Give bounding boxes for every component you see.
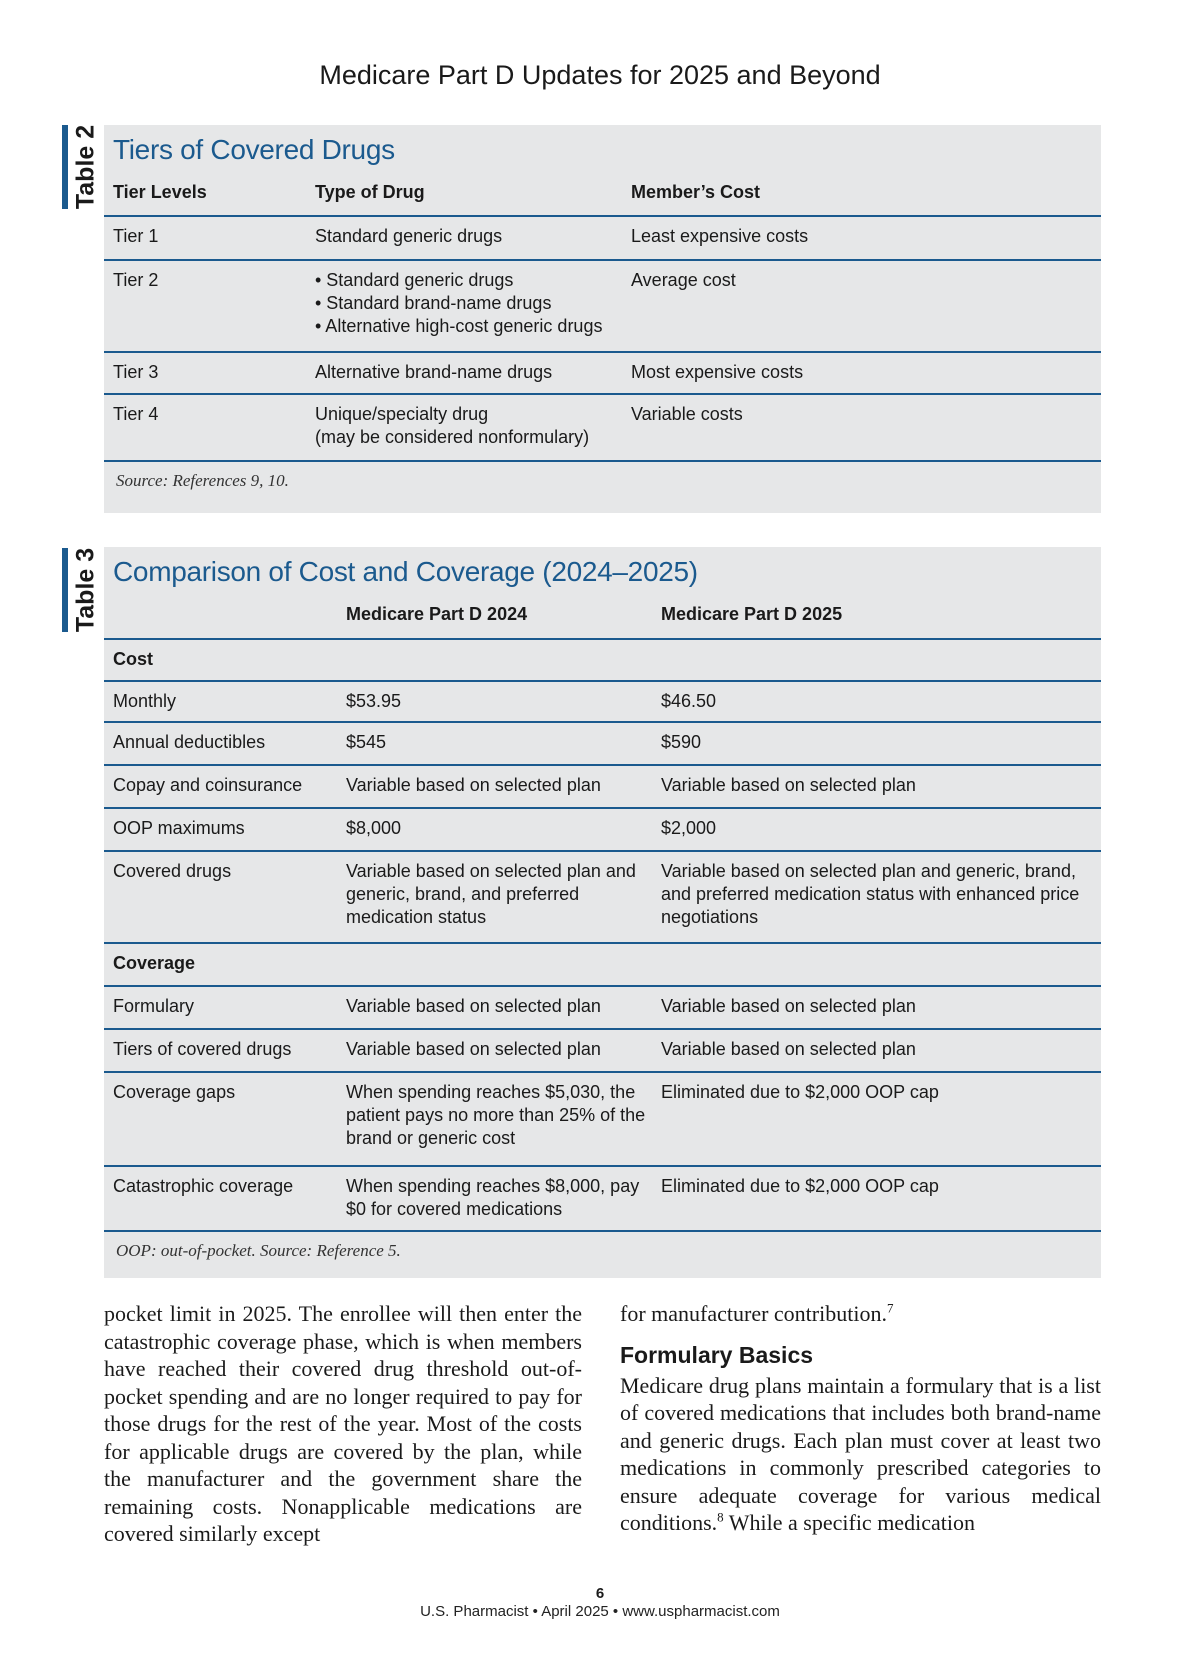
table-row (104, 1028, 1101, 1071)
table-row (104, 259, 1101, 351)
section-label: Coverage (113, 953, 196, 973)
table2-source: Source: References 9, 10. (104, 460, 1101, 491)
table2-header-row (104, 173, 1101, 215)
section-label: Cost (113, 649, 153, 669)
table2 (104, 125, 1101, 513)
table-row (104, 1165, 1101, 1230)
tier-type-line: Unique/specialty drug (315, 404, 489, 424)
table3-tab-bar (62, 548, 68, 632)
table2-tab-bar (62, 125, 68, 209)
tier-type: Standard generic drugs (315, 226, 503, 246)
tier-label: Tier 2 (113, 270, 159, 290)
tier-label: Tier 4 (113, 404, 159, 424)
value-2024-line: medication status (346, 907, 487, 927)
table-row (104, 721, 1101, 764)
section-row-coverage (104, 942, 1101, 985)
value-2024: Variable based on selected plan (346, 1039, 601, 1059)
value-2025: Eliminated due to $2,000 OOP cap (661, 1176, 939, 1196)
table3-tab (62, 548, 102, 632)
body-right-column (620, 1300, 1101, 1537)
value-2025: $2,000 (661, 818, 717, 838)
table2-col-tier: Tier Levels (113, 182, 207, 202)
row-label: Catastrophic coverage (113, 1176, 294, 1196)
table3-col-2025: Medicare Part D 2025 (661, 604, 843, 624)
tier-type-line: (may be considered nonformulary) (315, 427, 590, 447)
tier-label: Tier 3 (113, 362, 159, 382)
row-label: Annual deductibles (113, 732, 266, 752)
formulary-text: Medicare drug plans maintain a formulary that is a list of covered medications that includes both brand-name and generic drugs. Each plan must cover at least two medications in commonly prescribed categories to ensure adequate coverage for various medical conditions. (620, 1372, 1101, 1535)
page-number: 6 (595, 1585, 605, 1602)
tier-cost: Variable costs (631, 404, 743, 424)
value-2025: Variable based on selected plan (661, 775, 916, 795)
value-2024: Variable based on selected plan (346, 996, 601, 1016)
formulary-text-end: While a specific medication (723, 1510, 975, 1535)
value-2025-line: and preferred medication status with enhanced price (661, 884, 1080, 904)
value-2024: Variable based on selected plan (346, 775, 601, 795)
value-2025: $590 (661, 732, 702, 752)
tier-cost: Least expensive costs (631, 226, 809, 246)
value-2025: Variable based on selected plan (661, 996, 916, 1016)
page-title: Medicare Part D Updates for 2025 and Beyond (319, 60, 881, 90)
value-2025-line: Variable based on selected plan and generic, brand, (661, 861, 1076, 881)
row-label: Coverage gaps (113, 1082, 236, 1102)
value-2025-line: negotiations (661, 907, 759, 927)
table-row (104, 985, 1101, 1028)
value-2024: $53.95 (346, 691, 402, 711)
table3 (104, 547, 1101, 1278)
row-label: Formulary (113, 996, 195, 1016)
table2-tab-label: Table 2 (71, 124, 100, 210)
row-label: Tiers of covered drugs (113, 1039, 292, 1059)
body-left-paragraph: pocket limit in 2025. The enrollee will then enter the catastrophic coverage phase, which is when members have reached their covered drug threshold out-of-pocket spending and are no longer required to pay for those drugs for the rest of the year. Most of the costs for applicable drugs are covered by the plan, while the manufacturer and the government share the remaining costs. Nonapplicable medications are covered similarly except (104, 1301, 582, 1546)
table-row (104, 680, 1101, 721)
value-2024-line: $0 for covered medications (346, 1199, 563, 1219)
table-row (104, 764, 1101, 807)
table-row (104, 393, 1101, 460)
tier-type: Alternative brand-name drugs (315, 362, 553, 382)
table-row (104, 351, 1101, 393)
formulary-paragraph (620, 1372, 1101, 1537)
table2-col-type: Type of Drug (315, 182, 425, 202)
section-row-cost (104, 638, 1101, 680)
value-2025: Eliminated due to $2,000 OOP cap (661, 1082, 939, 1102)
table2-col-cost: Member’s Cost (631, 182, 761, 202)
body-left-column (104, 1300, 582, 1548)
table3-header-row (104, 595, 1101, 638)
table-row (104, 215, 1101, 259)
row-label: Copay and coinsurance (113, 775, 303, 795)
table-row (104, 850, 1101, 942)
tier-cost: Average cost (631, 270, 736, 290)
table2-title: Tiers of Covered Drugs (113, 134, 395, 165)
intro-text: for manufacturer contribution. (620, 1301, 887, 1326)
tier-type-line: • Standard generic drugs (315, 270, 514, 290)
value-2024-line: patient pays no more than 25% of the (346, 1105, 646, 1125)
value-2024-line: When spending reaches $5,030, the (346, 1082, 636, 1102)
tier-type-line: • Standard brand-name drugs (315, 293, 552, 313)
value-2024: $8,000 (346, 818, 402, 838)
tier-cost: Most expensive costs (631, 362, 804, 382)
value-2024-line: brand or generic cost (346, 1128, 516, 1148)
body-right-intro (620, 1300, 1101, 1328)
footer-credit: U.S. Pharmacist • April 2025 • www.uspharmacist.com (420, 1603, 780, 1620)
value-2024-line: Variable based on selected plan and (346, 861, 636, 881)
table3-tab-label: Table 3 (71, 547, 100, 633)
table2-tab (62, 125, 102, 209)
section-heading-formulary: Formulary Basics (620, 1341, 814, 1368)
reference-7: 7 (886, 1300, 894, 1316)
row-label: OOP maximums (113, 818, 245, 838)
tier-label: Tier 1 (113, 226, 159, 246)
table-row (104, 807, 1101, 850)
table3-col-2024: Medicare Part D 2024 (346, 604, 528, 624)
value-2025: Variable based on selected plan (661, 1039, 916, 1059)
reference-8: 8 (717, 1509, 724, 1525)
table-row (104, 1071, 1101, 1165)
value-2024-line: generic, brand, and preferred (346, 884, 580, 904)
value-2024-line: When spending reaches $8,000, pay (346, 1176, 640, 1196)
row-label: Covered drugs (113, 861, 232, 881)
row-label: Monthly (113, 691, 177, 711)
tier-type-line: • Alternative high-cost generic drugs (315, 316, 603, 336)
table3-title: Comparison of Cost and Coverage (2024–2025) (113, 556, 698, 587)
value-2024: $545 (346, 732, 387, 752)
table3-source: OOP: out-of-pocket. Source: Reference 5. (104, 1230, 1101, 1261)
value-2025: $46.50 (661, 691, 717, 711)
